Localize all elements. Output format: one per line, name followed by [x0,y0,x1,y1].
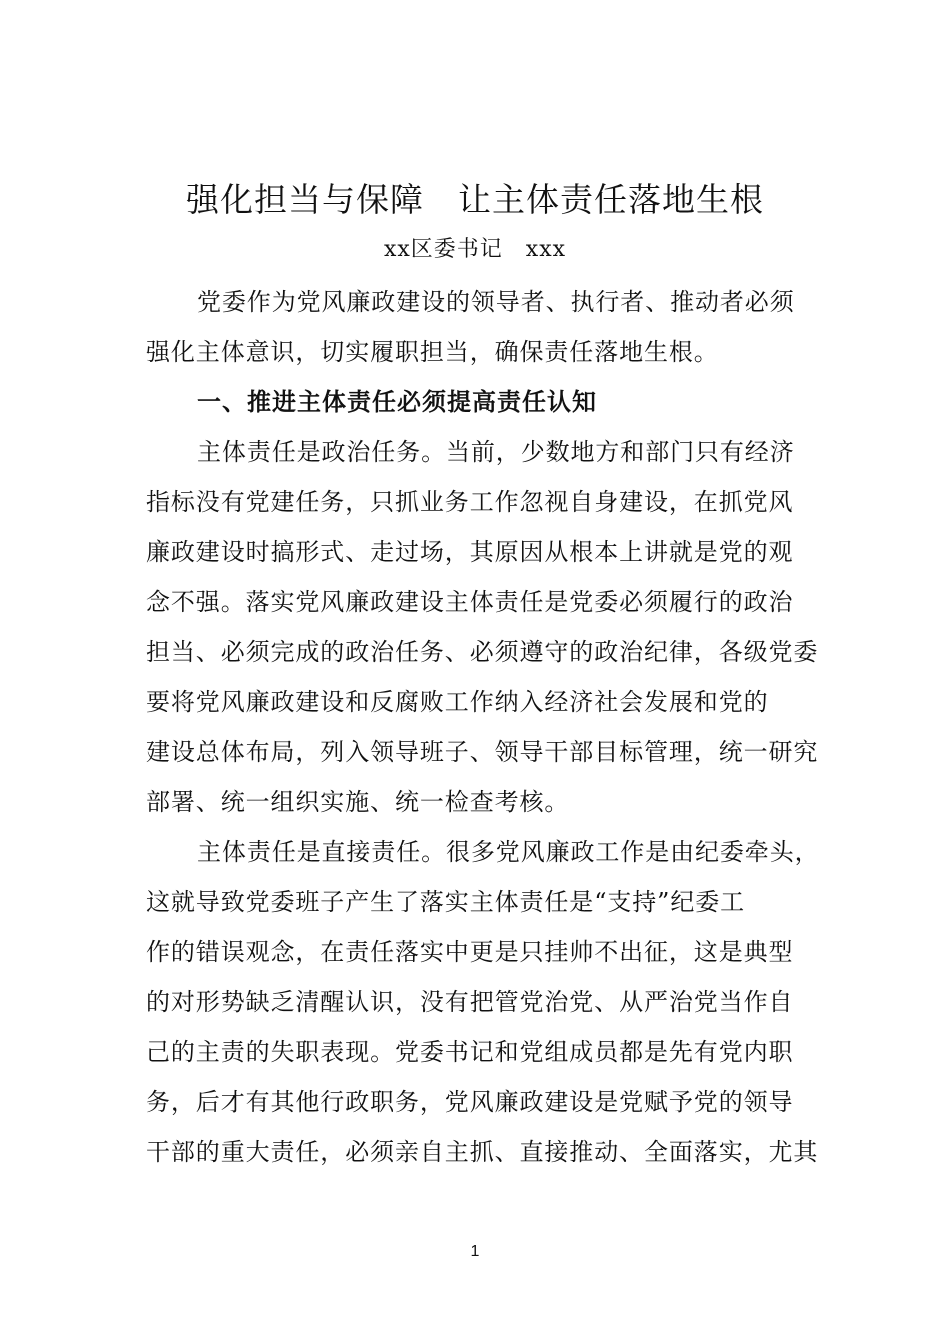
paragraph-political-task [146,427,822,827]
text-line: 的对形势缺乏清醒认识，没有把管党治党、从严治党当作自 [146,988,794,1016]
text-line: 党委作为党风廉政建设的领导者、执行者、推动者必须 [197,288,795,316]
text-line: 主体责任是直接责任。很多党风廉政工作是由纪委牵头， [197,838,820,866]
text-line: 廉政建设时搞形式、走过场，其原因从根本上讲就是党的观 [146,538,794,566]
section-heading [146,377,822,427]
section-heading-text: 一、推进主体责任必须提高责任认知 [197,388,597,416]
text-line: 作的错误观念，在责任落实中更是只挂帅不出征，这是典型 [146,938,794,966]
paragraph-direct-responsibility [146,827,822,1177]
text-line: 务，后才有其他行政职务，党风廉政建设是党赋予党的领导 [146,1088,794,1116]
text-line: 建设总体布局，列入领导班子、领导干部目标管理，统一研究 [146,738,819,766]
text-line: 强化主体意识，切实履职担当，确保责任落地生根。 [146,338,719,366]
text-line: 要将党风廉政建设和反腐败工作纳入经济社会发展和党的 [146,688,769,716]
document-title: 强化担当与保障 让主体责任落地生根 [186,180,764,219]
text-line: 主体责任是政治任务。当前，少数地方和部门只有经济 [197,438,795,466]
text-line: 这就导致党委班子产生了落实主体责任是“支持”纪委工 [146,888,746,916]
page-number: 1 [470,1243,480,1260]
author-byline: xx区委书记 xxx [383,237,567,262]
text-line: 干部的重大责任，必须亲自主抓、直接推动、全面落实，尤其 [146,1138,819,1166]
text-line: 己的主责的失职表现。党委书记和党组成员都是先有党内职 [146,1038,794,1066]
text-line: 担当、必须完成的政治任务、必须遵守的政治纪律，各级党委 [146,638,819,666]
text-line: 部署、统一组织实施、统一检查考核。 [146,788,570,816]
text-line: 念不强。落实党风廉政建设主体责任是党委必须履行的政治 [146,588,794,616]
text-line: 指标没有党建任务，只抓业务工作忽视自身建设，在抓党风 [146,488,794,516]
paragraph-intro [146,277,822,377]
document-body [146,277,822,1177]
